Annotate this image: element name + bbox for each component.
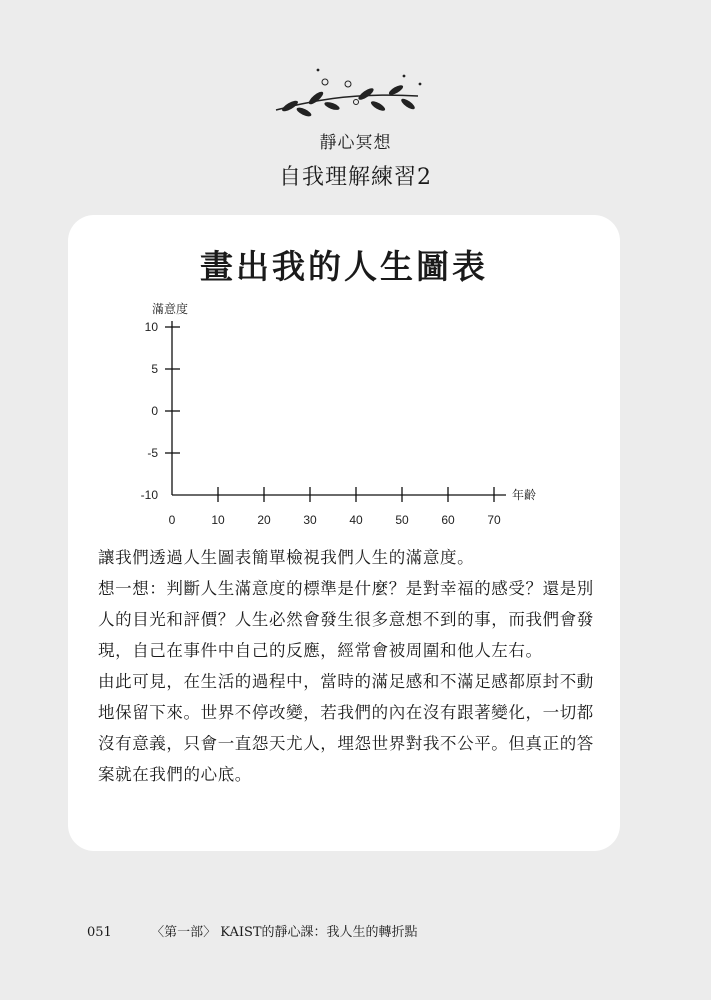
x-tick-label: 50 [395, 513, 409, 527]
x-tick-label: 30 [303, 513, 317, 527]
body-text [98, 542, 598, 790]
exercise-card [68, 215, 620, 851]
x-tick-label: 70 [487, 513, 501, 527]
x-tick-label: 60 [441, 513, 455, 527]
y-tick-label: -10 [140, 488, 158, 502]
page-footer [87, 921, 647, 940]
paragraph: 由此可見，在生活的過程中，當時的滿足感和不滿足感都原封不動地保留下來。世界不停改變，若我們的內在沒有跟著變化，一切都沒有意義，只會一直怨天尤人，埋怨世界對我不公平。但真正的答案就在我們的心底。 [98, 672, 594, 784]
y-tick-label: 5 [151, 362, 158, 376]
y-tick-label: 0 [151, 404, 158, 418]
leaf-branch-ornament [268, 62, 428, 132]
section-subtitle: 靜心冥想 [319, 133, 392, 153]
y-tick-label: -5 [147, 446, 158, 460]
paragraph: 想一想：判斷人生滿意度的標準是什麼？是對幸福的感受？還是別人的目光和評價？人生必然會發生很多意想不到的事，而我們會發現，自己在事件中自己的反應，經常會被周圍和他人左右。 [98, 579, 594, 660]
x-tick-label: 0 [168, 513, 176, 527]
y-axis-label: 滿意度 [152, 302, 189, 316]
life-chart [68, 215, 620, 545]
x-tick-label: 40 [349, 513, 363, 527]
exercise-title: 自我理解練習2 [279, 165, 432, 190]
page-number: 051 [87, 925, 112, 940]
x-tick-label: 20 [257, 513, 271, 527]
y-tick-label: 10 [144, 320, 158, 334]
x-axis-label: 年齡 [512, 488, 537, 502]
paragraph: 讓我們透過人生圖表簡單檢視我們人生的滿意度。 [98, 548, 475, 567]
x-tick-label: 10 [211, 513, 225, 527]
card-title: 畫出我的人生圖表 [200, 247, 488, 286]
book-info: 〈第一部〉 KAIST的靜心課：我人生的轉折點 [151, 925, 418, 940]
